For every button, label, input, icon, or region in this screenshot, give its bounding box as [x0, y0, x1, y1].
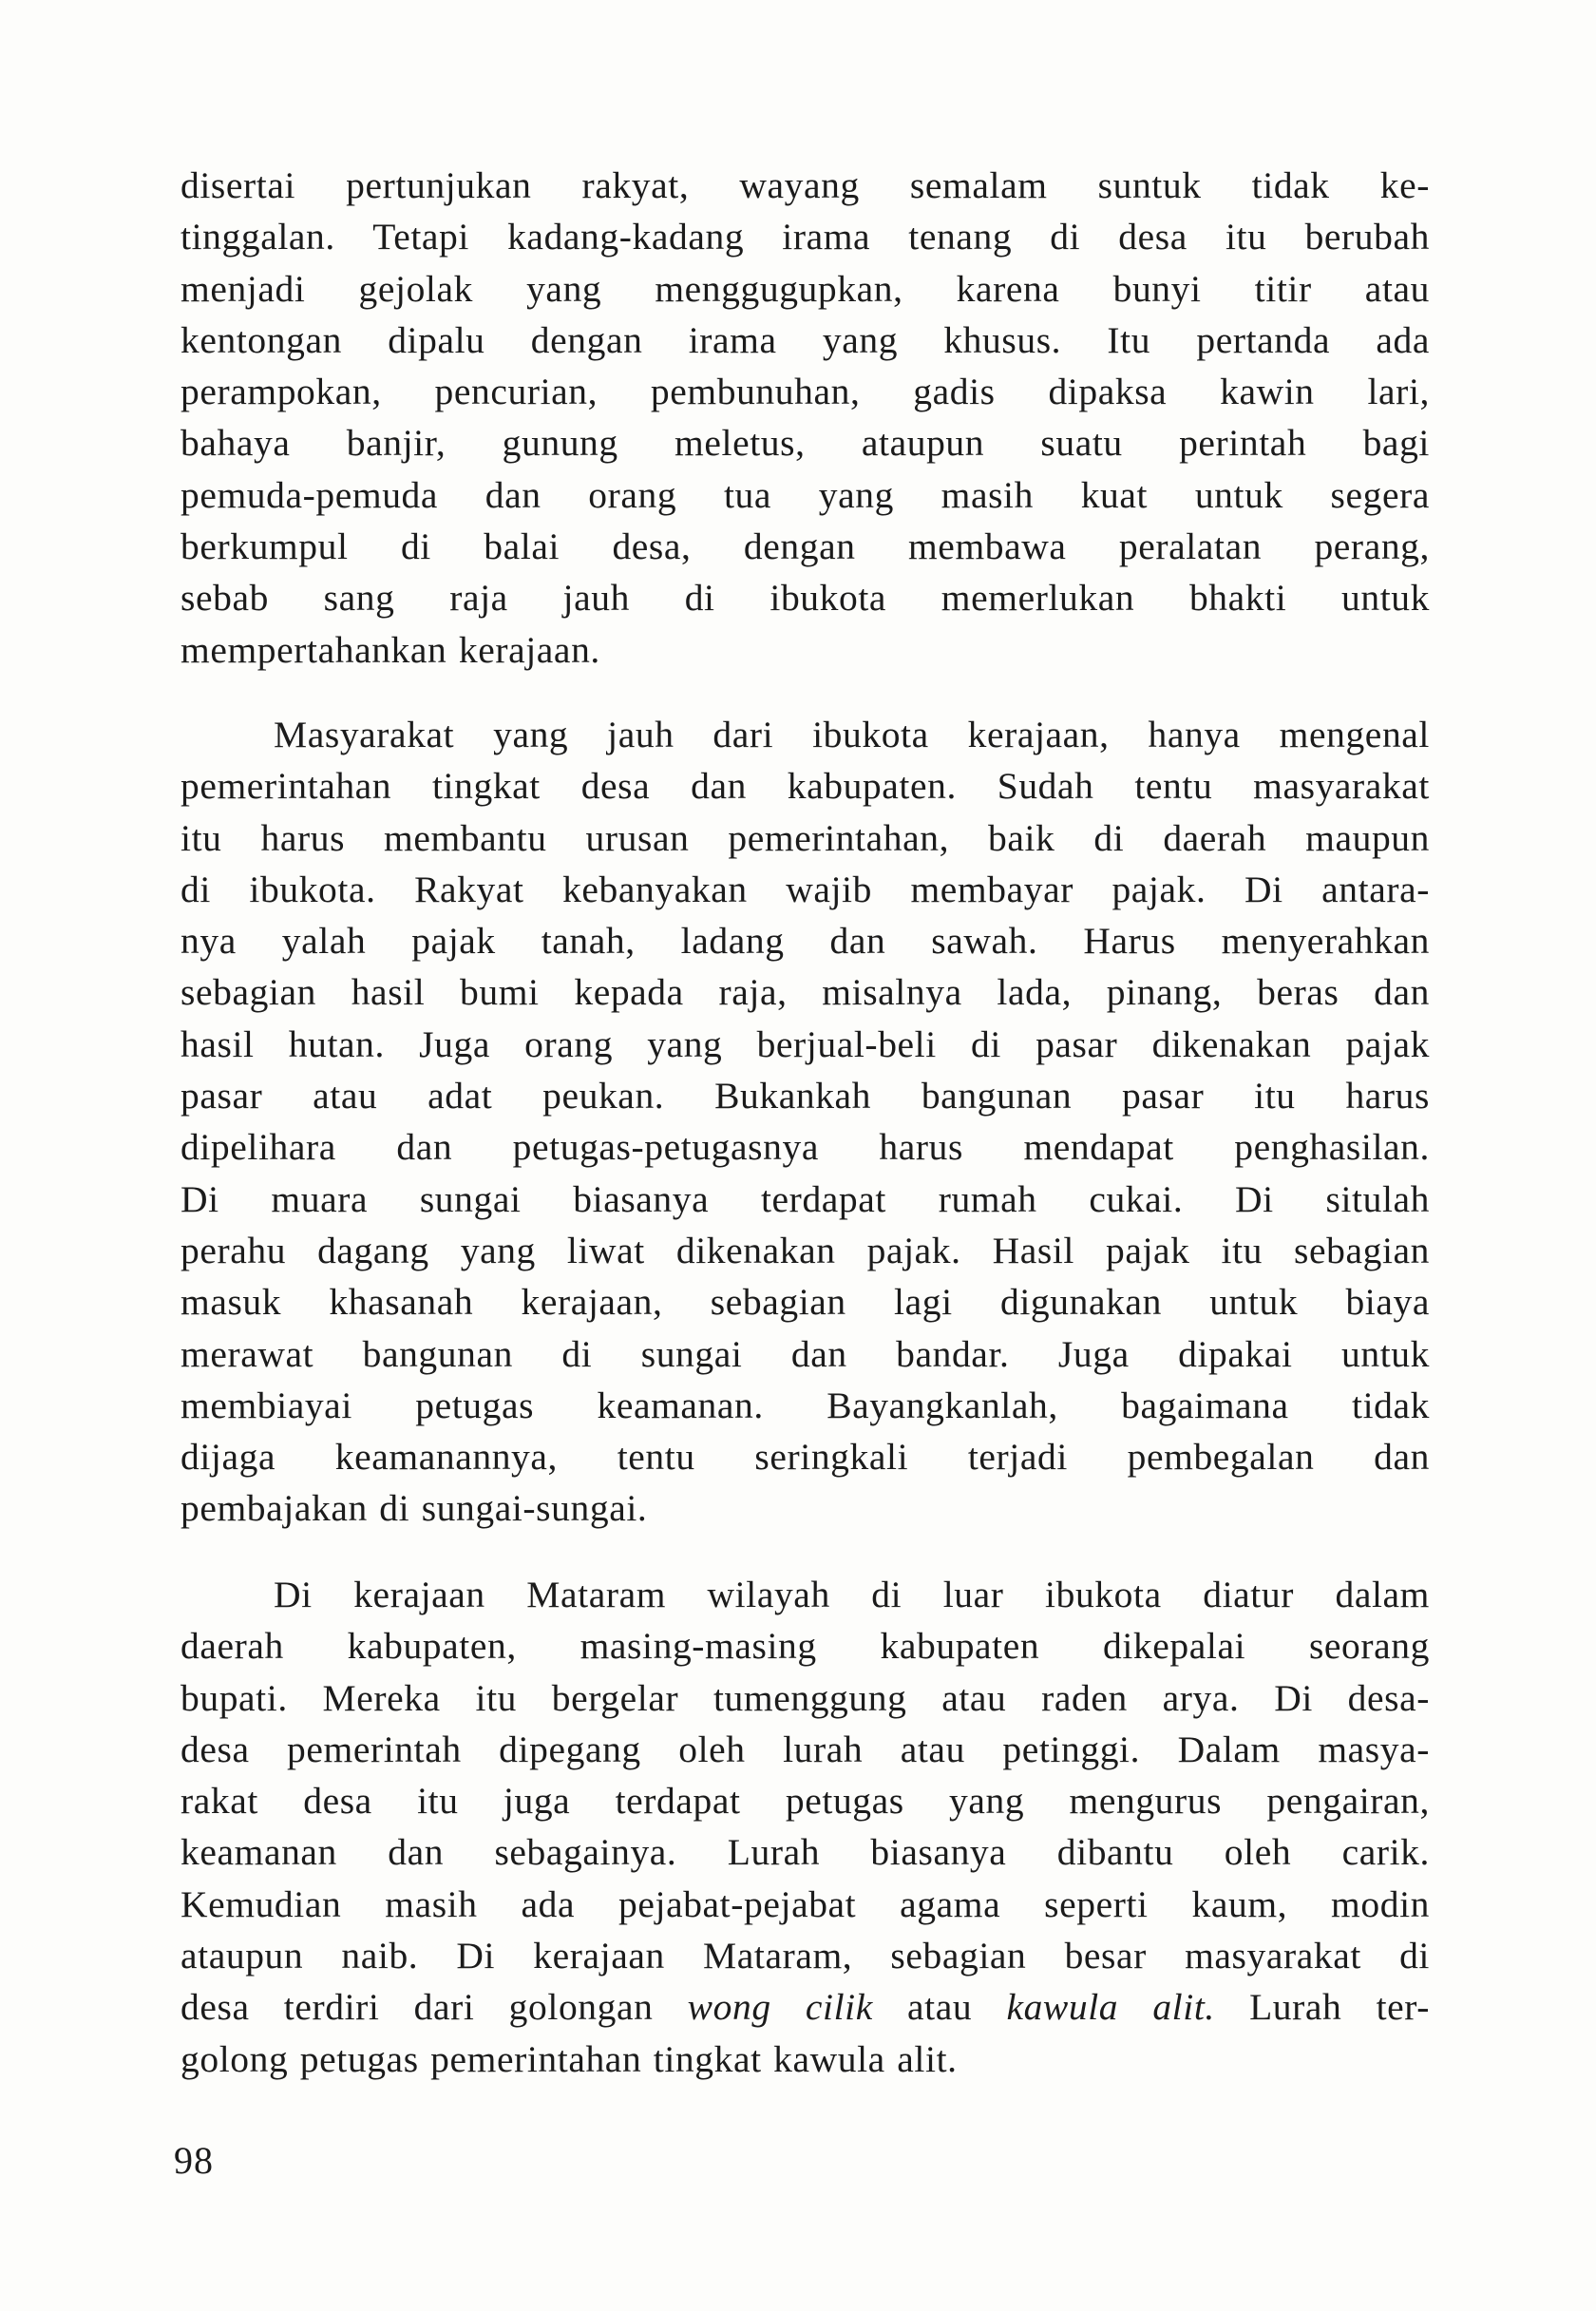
text-line: mempertahankan kerajaan.: [180, 628, 600, 671]
text-line: perampokan, pencurian, pembunuhan, gadis dipaksa kawin lari,: [180, 371, 1430, 413]
text-line: Masyarakat yang jauh dari ibukota kerajaan, hanya mengenal: [274, 714, 1430, 755]
text-line: kentongan dipalu dengan irama yang khusus. Itu pertanda ada: [180, 318, 1430, 361]
page-number: 98: [174, 2139, 214, 2182]
paragraph-3: [180, 1569, 1430, 2085]
text-segment: Lurah ter-: [1214, 1986, 1431, 2029]
text-line: ataupun naib. Di kerajaan Mataram, sebagian besar masyarakat di: [180, 1935, 1430, 1977]
text-line: di ibukota. Rakyat kebanyakan wajib membayar pajak. Di antara-: [180, 868, 1430, 910]
text-segment: desa terdiri dari golongan: [180, 1986, 688, 2029]
paragraph-2: [180, 709, 1430, 1535]
text-line: keamanan dan sebagainya. Lurah biasanya dibantu oleh carik.: [180, 1831, 1430, 1874]
text-line: merawat bangunan di sungai dan bandar. Juga dipakai untuk: [180, 1332, 1430, 1375]
text-line: pembajakan di sungai-sungai.: [180, 1487, 648, 1530]
italic-term: kawula alit.: [1006, 1986, 1215, 2029]
text-line: dipelihara dan petugas-petugasnya harus mendapat penghasilan.: [180, 1126, 1430, 1169]
text-line: nya yalah pajak tanah, ladang dan sawah. Harus menyerahkan: [180, 920, 1430, 963]
text-line: tinggalan. Tetapi kadang-kadang irama tenang di desa itu berubah: [180, 216, 1430, 258]
text-line: desa pemerintah dipegang oleh lurah atau petinggi. Dalam masya-: [180, 1728, 1430, 1770]
text-line: itu harus membantu urusan pemerintahan, baik di daerah maupun: [180, 816, 1430, 859]
text-line: pemerintahan tingkat desa dan kabupaten. Sudah tentu masyarakat: [180, 765, 1430, 808]
text-line: Kemudian masih ada pejabat-pejabat agama seperti kaum, modin: [180, 1882, 1430, 1925]
text-line: bahaya banjir, gunung meletus, ataupun suatu perintah bagi: [180, 422, 1430, 465]
text-line: pemuda-pemuda dan orang tua yang masih kuat untuk segera: [180, 473, 1430, 516]
italic-term: wong cilik: [687, 1986, 873, 2029]
text-line: sebagian hasil bumi kepada raja, misalnya lada, pinang, beras dan: [180, 971, 1430, 1014]
text-line: rakat desa itu juga terdapat petugas yang mengurus pengairan,: [180, 1780, 1430, 1823]
text-line: daerah kabupaten, masing-masing kabupaten dikepalai seorang: [180, 1625, 1430, 1668]
text-line: Di kerajaan Mataram wilayah di luar ibukota diatur dalam: [274, 1574, 1430, 1615]
text-line: hasil hutan. Juga orang yang berjual-beli di pasar dikenakan pajak: [180, 1022, 1430, 1065]
text-line: disertai pertunjukan rakyat, wayang semalam suntuk tidak ke-: [180, 164, 1430, 206]
text-line: golong petugas pemerintahan tingkat kawula alit.: [180, 2037, 958, 2080]
text-line: dijaga keamanannya, tentu seringkali terjadi pembegalan dan: [180, 1436, 1430, 1479]
paragraph-1: [180, 160, 1430, 676]
text-line: bupati. Mereka itu bergelar tumenggung atau raden arya. Di desa-: [180, 1676, 1430, 1719]
text-line: Di muara sungai biasanya terdapat rumah cukai. Di situlah: [180, 1177, 1430, 1220]
text-line: sebab sang raja jauh di ibukota memerlukan bhakti untuk: [180, 577, 1430, 620]
text-line: berkumpul di balai desa, dengan membawa peralatan perang,: [180, 525, 1430, 568]
text-segment: atau: [872, 1986, 1007, 2029]
text-line: menjadi gejolak yang menggugupkan, karena bunyi titir atau: [180, 267, 1430, 310]
text-line: membiayai petugas keamanan. Bayangkanlah, bagaimana tidak: [180, 1384, 1430, 1426]
text-line-with-italics: [180, 1981, 1430, 2033]
text-line: masuk khasanah kerajaan, sebagian lagi digunakan untuk biaya: [180, 1281, 1430, 1324]
text-line: pasar atau adat peukan. Bukankah bangunan pasar itu harus: [180, 1075, 1430, 1117]
text-line: perahu dagang yang liwat dikenakan pajak. Hasil pajak itu sebagian: [180, 1229, 1430, 1271]
